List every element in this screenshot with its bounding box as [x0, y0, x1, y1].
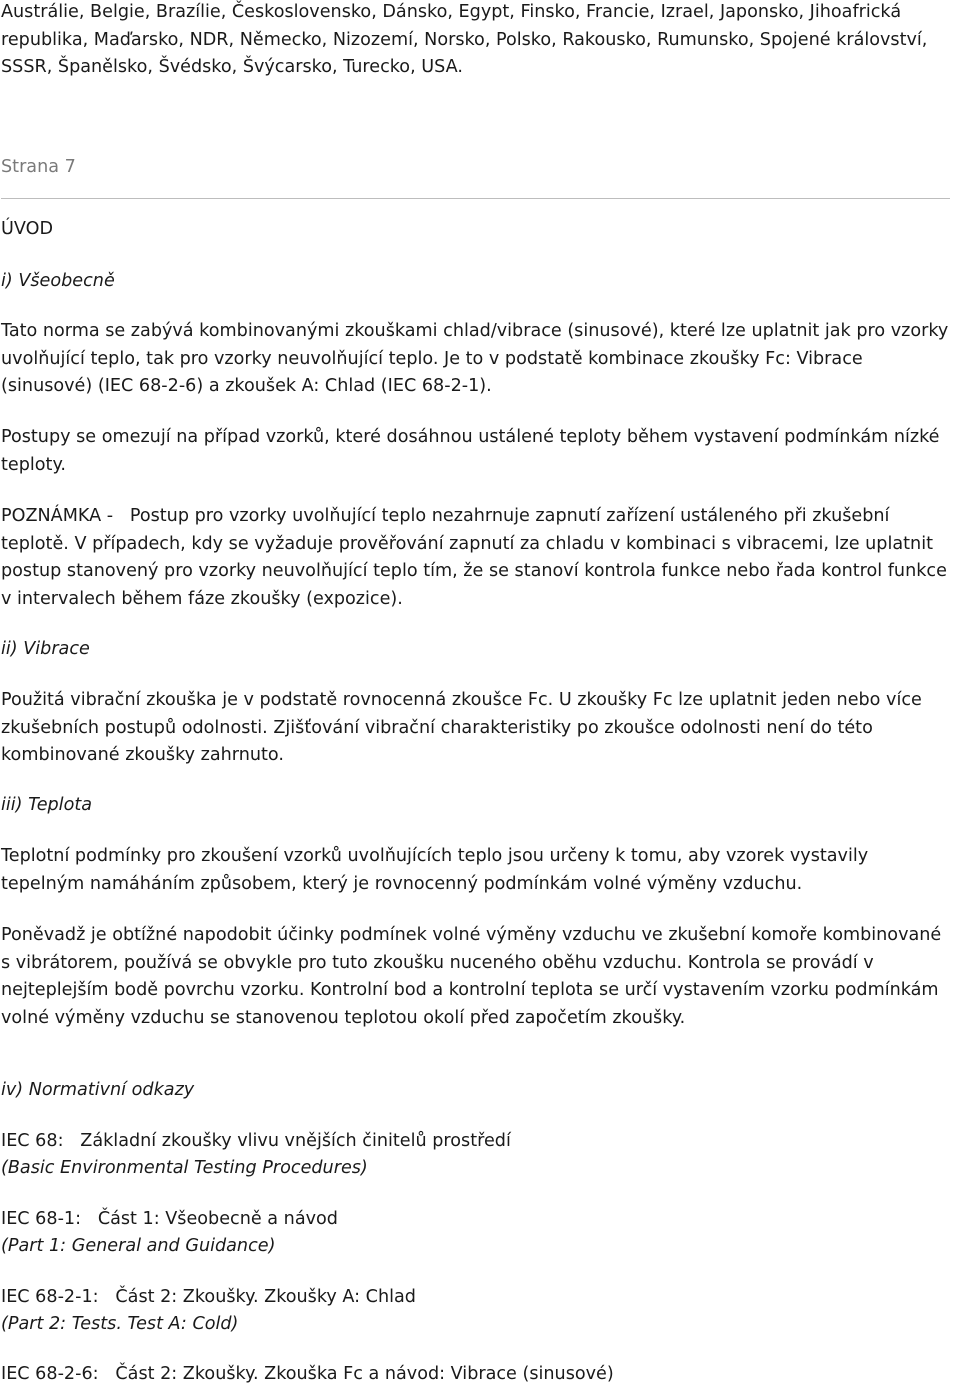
note-label: POZNÁMKA -	[1, 506, 114, 526]
page-divider	[1, 198, 950, 199]
section-iii-paragraph-2: Poněvadž je obtížné napodobit účinky podmínek volné výměny vzduchu ve zkušební komoře kombinované s vibrátorem, používá se obvykle pro tuto zkoušku nuceného oběhu vzduchu. Kontrola se provádí v nejteplejším bodě povrchu vzorku. Kontrolní bod a kontrolní teplota se určí vystavením vzorku podmínkám volné výměny vzduchu se stanovenou teplotou okolí před započetím zkoušky.	[1, 925, 942, 1028]
section-i-paragraph-2: Postupy se omezují na případ vzorků, které dosáhnou ustálené teploty během vystavení podmínkám nízké teploty.	[1, 427, 940, 475]
countries-paragraph: Austrálie, Belgie, Brazílie, Československo, Dánsko, Egypt, Finsko, Francie, Izrael, Japonsko, Jihoafrická republika, Maďarsko, NDR, Německo, Nizozemí, Norsko, Polsko, Rakousko, Rumunsko, Spojené království, SSSR, Španělsko, Švédsko, Švýcarsko, Turecko, USA.	[1, 2, 928, 77]
reference-item	[1, 1284, 951, 1312]
reference-item	[1, 1361, 951, 1389]
section-i-title: i) Všeobecně	[1, 271, 115, 291]
reference-item	[1, 1128, 951, 1156]
section-iii-title: iii) Teplota	[1, 795, 93, 815]
section-iii-paragraph-1: Teplotní podmínky pro zkoušení vzorků uvolňujících teplo jsou určeny k tomu, aby vzorek vystavily tepelným namáháním způsobem, který je rovnocenný podmínkám volné výměny vzduchu.	[1, 846, 869, 894]
reference-english-title: (Part 2: Tests. Test A: Cold)	[1, 1314, 239, 1334]
reference-code: IEC 68-2-6:	[1, 1364, 99, 1384]
reference-code: IEC 68:	[1, 1131, 64, 1151]
reference-english-title: (Part 1: General and Guidance)	[1, 1236, 276, 1256]
section-ii-paragraph-1: Použitá vibrační zkouška je v podstatě rovnocenná zkoušce Fc. U zkoušky Fc lze uplatnit jeden nebo více zkušebních postupů odolnosti. Zjišťování vibrační charakteristiky po zkoušce odolnosti není do této kombinované zkoušky zahrnuto.	[1, 690, 922, 765]
reference-title: Část 2: Zkoušky. Zkoušky A: Chlad	[115, 1287, 416, 1307]
reference-title: Základní zkoušky vlivu vnějších činitelů prostředí	[80, 1131, 511, 1151]
reference-code: IEC 68-1:	[1, 1209, 82, 1229]
note-text: Postup pro vzorky uvolňující teplo nezahrnuje zapnutí zařízení ustáleného při zkušební teplotě. V případech, kdy se vyžaduje prověřování zapnutí za chladu v kombinaci s vibracemi, lze uplatnit postup stanovený pro vzorky neuvolňující teplo tím, že se stanoví kontrola funkce nebo řada kontrol funkce v intervalech během fáze zkoušky (expozice).	[1, 506, 947, 609]
note-paragraph	[1, 503, 951, 613]
reference-title: Část 1: Všeobecně a návod	[97, 1209, 338, 1229]
section-iv-title: iv) Normativní odkazy	[1, 1080, 195, 1100]
section-ii-title: ii) Vibrace	[1, 639, 90, 659]
page-number-label: Strana 7	[1, 157, 76, 177]
reference-title: Část 2: Zkoušky. Zkouška Fc a návod: Vibrace (sinusové)	[115, 1364, 614, 1384]
reference-english-title: (Basic Environmental Testing Procedures)	[1, 1158, 368, 1178]
reference-item	[1, 1206, 951, 1234]
section-i-paragraph-1: Tato norma se zabývá kombinovanými zkouškami chlad/vibrace (sinusové), které lze uplatnit jak pro vzorky uvolňující teplo, tak pro vzorky neuvolňující teplo. Je to v podstatě kombinace zkoušky Fc: Vibrace (sinusové) (IEC 68-2-6) a zkoušek A: Chlad (IEC 68-2-1).	[1, 321, 949, 396]
section-heading: ÚVOD	[1, 219, 53, 239]
reference-code: IEC 68-2-1:	[1, 1287, 99, 1307]
